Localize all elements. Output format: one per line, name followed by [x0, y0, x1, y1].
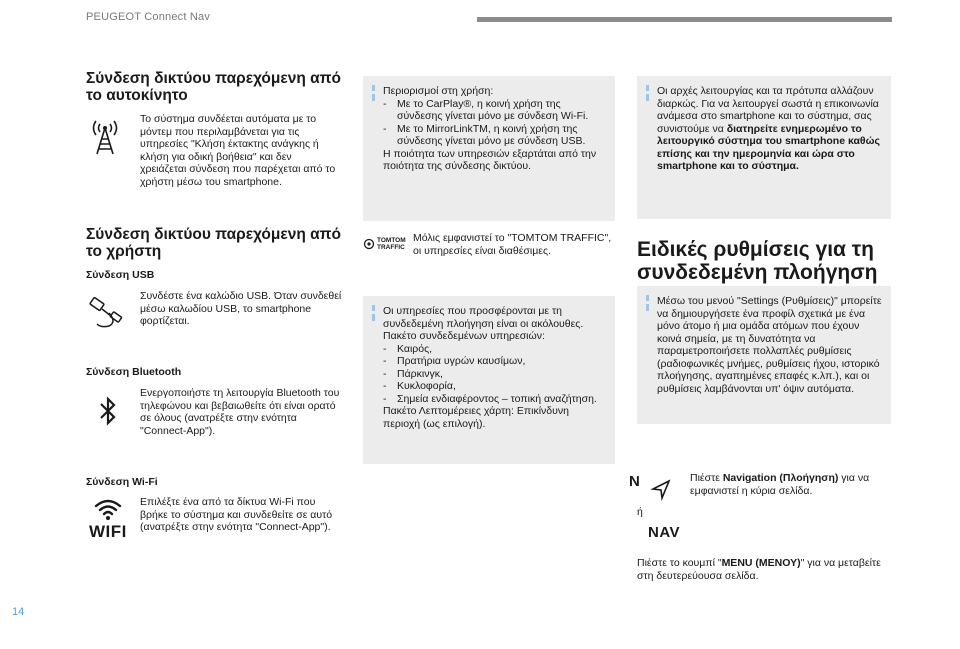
list-item: - Πρατήρια υγρών καυσίμων,: [383, 355, 526, 367]
list-item: - Καιρός,: [383, 342, 433, 355]
services-outro: Πακέτο Λεπτομέρειες χάρτη: Επικίνδυνη περιοχή (ως επιλογή).: [383, 405, 569, 430]
connected-services-box: [363, 296, 615, 464]
connected-services-content: [383, 305, 607, 430]
tomtom-traffic-icon: [363, 238, 375, 250]
info-marker-bottom: [372, 314, 375, 321]
usage-restrictions-box: [363, 76, 615, 221]
info-marker-top: [646, 85, 649, 91]
update-recommendation: διατηρείτε ενημερωμένο το λειτουργικό σύστημα του smartphone καθώς επίσης και την ημερομηνία και ώρα στο smartphone και το σύστημα.: [657, 122, 880, 172]
info-marker-top: [372, 305, 375, 311]
tomtom-logo: TOMTOM TRAFFIC: [377, 237, 406, 251]
info-marker-bottom: [372, 94, 375, 101]
wifi-title: Σύνδεση Wi-Fi: [86, 476, 158, 488]
specific-settings-title: Ειδικές ρυθμίσεις για τη συνδεδεμένη πλοήγηση: [637, 238, 878, 284]
bluetooth-description: Ενεργοποιήστε τη λειτουργία Bluetooth του τηλεφώνου και βεβαιωθείτε ότι είναι ορατό σε όλους (ανατρέξτε στην ενότητα "Connect-App").: [140, 387, 340, 437]
navigation-n-glyph: N: [629, 473, 640, 490]
navigation-instruction: Πιέστε Navigation (Πλοήγηση) για να εμφανιστεί η κύρια σελίδα.: [690, 472, 870, 497]
list-item: - Σημεία ενδιαφέροντος – τοπική αναζήτηση.: [383, 392, 597, 405]
wifi-icon: [93, 497, 123, 521]
info-marker-top: [372, 85, 375, 91]
list-item: - Με το CarPlay®, η κοινή χρήση της σύνδεσης γίνεται μόνο με σύνδεση Wi-Fi.: [383, 97, 589, 122]
info-marker-top: [646, 295, 649, 301]
restrictions-outro: Η ποιότητα των υπηρεσιών εξαρτάται από την ποιότητα της σύνδεσης δικτύου.: [383, 147, 597, 172]
page-number: 14: [12, 606, 25, 618]
or-label: ή: [637, 506, 643, 518]
navigation-arrow-icon[interactable]: [649, 478, 673, 502]
usb-description: Συνδέστε ένα καλώδιο USB. Όταν συνδεθεί μέσω καλωδίου USB, το smartphone φορτίζεται.: [140, 290, 342, 327]
usb-cable-icon: [87, 296, 127, 330]
list-item: - Πάρκινγκ,: [383, 367, 443, 380]
header-divider: [477, 17, 892, 22]
profile-settings-box: [637, 286, 891, 424]
bluetooth-icon: [97, 396, 119, 426]
list-item: - Με το MirrorLinkTM, η κοινή χρήση της σύνδεσης γίνεται μόνο με σύνδεση USB.: [383, 122, 586, 147]
nav-button[interactable]: NAV: [648, 524, 681, 541]
smartphone-update-content: Οι αρχές λειτουργίας και τα πρότυπα αλλάζουν διαρκώς. Για να λειτουργεί σωστά η επικοινωνία ανάμεσα στο smartphone και το σύστημα, σας συνιστούμε να διατηρείτε ενημερωμένο το λειτουργικό σύστημα του smartphone καθώς επίσης και την ημερομηνία και ώρα στο smartphone και το σύστημα.: [657, 85, 880, 172]
antenna-icon: [88, 118, 122, 156]
usb-title: Σύνδεση USB: [86, 269, 155, 281]
menu-instruction: Πιέστε το κουμπί "MENU (ΜΕΝΟΥ)" για να μεταβείτε στη δευτερεύουσα σελίδα.: [637, 557, 881, 582]
vehicle-network-description: Το σύστημα συνδέεται αυτόματα με το μόντεμ που περιλαμβάνεται για τις υπηρεσίες "Κλήση έκτακτης ανάγκης ή κλήση για οδική βοήθεια" και δεν χρειάζεται σύνδεση που παρέχεται από το χρήστη μέσω του smartphone.: [140, 113, 336, 188]
profile-settings-content: Μέσω του μενού "Settings (Ρυθμίσεις)" μπορείτε να δημιουργήσετε ένα προφίλ σχετικά με ένα μόνο άτομο ή μια ομάδα ατόμων που έχουν κοινά σημεία, με τη δυνατότητα να παραμετροποιήσετε πολλαπλές ρυθμίσεις (ραδιοφωνικές μνήμες, ρυθμίσεις ήχου, ιστορικό πλοήγησης, αγαπημένες επαφές κ.λπ.), και οι ρυθμίσεις λαμβάνονται υπ' όψιν αυτόματα.: [657, 295, 882, 395]
usage-restrictions-content: [383, 85, 607, 173]
section-title-user-network: Σύνδεση δικτύου παρεχόμενη από το χρήστη: [86, 226, 342, 260]
wifi-description: Επιλέξτε ένα από τα δίκτυα Wi-Fi που βρήκε το σύστημα και συνδεθείτε σε αυτό (ανατρέξτε στην ενότητα "Connect-App").: [140, 496, 333, 533]
tomtom-description: Μόλις εμφανιστεί το "TOMTOM TRAFFIC", οι υπηρεσίες είναι διαθέσιμες.: [413, 232, 612, 257]
bluetooth-title: Σύνδεση Bluetooth: [86, 366, 182, 378]
wifi-logo-text: WIFI: [89, 522, 127, 541]
info-marker-bottom: [646, 94, 649, 101]
restrictions-intro: Περιορισμοί στη χρήση:: [383, 85, 494, 97]
section-title-vehicle-network: Σύνδεση δικτύου παρεχόμενη από το αυτοκίνητο: [86, 70, 342, 104]
info-marker-bottom: [646, 304, 649, 311]
services-intro: Οι υπηρεσίες που προσφέρονται με τη συνδεδεμένη πλοήγηση είναι οι ακόλουθες.: [383, 305, 584, 330]
services-pack-line: Πακέτο συνδεδεμένων υπηρεσιών:: [383, 330, 545, 342]
header-label: PEUGEOT Connect Nav: [86, 11, 211, 23]
list-item: - Κυκλοφορία,: [383, 380, 456, 392]
smartphone-update-box: [637, 76, 891, 219]
